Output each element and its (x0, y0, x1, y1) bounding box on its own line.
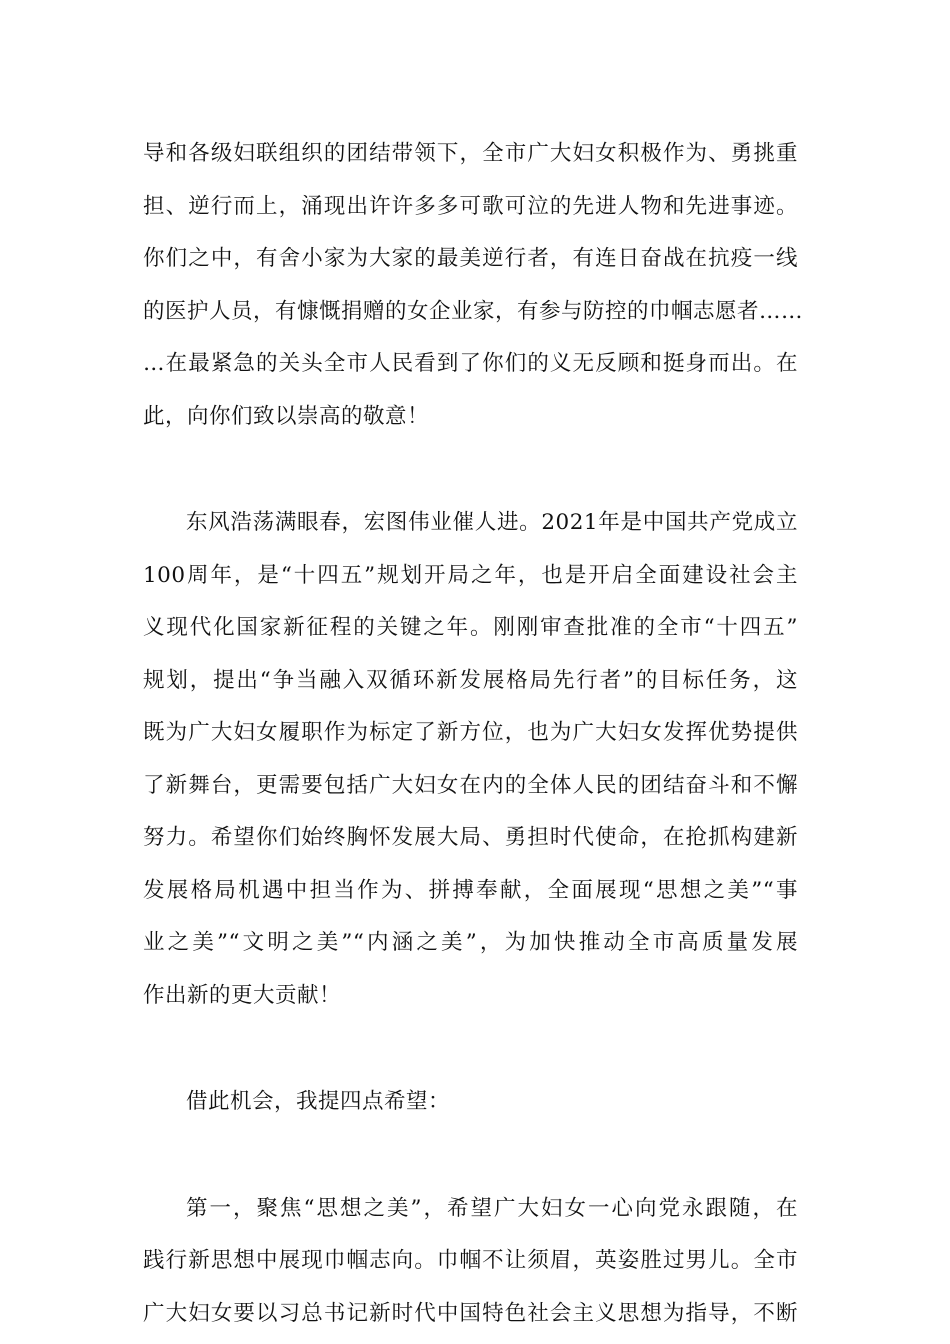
paragraph-gap (143, 1129, 798, 1183)
paragraph-gap (143, 1022, 798, 1076)
text-line: 义现代化国家新征程的关键之年。刚刚审查批准的全市“十四五” (143, 615, 798, 640)
text-line: 发展格局机遇中担当作为、拼搏奉献，全面展现“思想之美”“事 (143, 877, 798, 903)
text-line: 100周年，是“十四五”规划开局之年，也是开启全面建设社会主 (143, 562, 798, 588)
text-line: 了新舞台，更需要包括广大妇女在内的全体人民的团结奋斗和不懈 (143, 772, 798, 798)
text-line: 借此机会，我提四点希望： (186, 1089, 451, 1114)
text-line: 东风浩荡满眼春，宏图伟业催人进。2021年是中国共产党成立 (186, 510, 798, 535)
text-line: 践行新思想中展现巾帼志向。巾帼不让须眉，英姿胜过男儿。全市 (143, 1248, 798, 1273)
paragraph (143, 128, 804, 443)
text-line: 第一，聚焦“思想之美”，希望广大妇女一心向党永跟随，在 (186, 1195, 798, 1221)
paragraph (143, 1183, 798, 1341)
text-line: 此，向你们致以崇高的敬意！ (143, 403, 430, 429)
text-line: 广大妇女要以习总书记新时代中国特色社会主义思想为指导，不断 (143, 1300, 798, 1326)
document-body (143, 128, 804, 1340)
text-line: …在最紧急的关头全市人民看到了你们的义无反顾和挺身而出。在 (143, 351, 798, 376)
text-line: 努力。希望你们始终胸怀发展大局、勇担时代使命，在抢抓构建新 (143, 825, 798, 850)
paragraph (143, 497, 798, 1022)
text-line: 担、逆行而上，涌现出许许多多可歌可泣的先进人物和先进事迹。 (143, 193, 798, 219)
text-line: 规划，提出“争当融入双循环新发展格局先行者”的目标任务，这 (143, 667, 798, 693)
text-line: 导和各级妇联组织的团结带领下，全市广大妇女积极作为、勇挑重 (143, 141, 798, 166)
text-line: 既为广大妇女履职作为标定了新方位，也为广大妇女发挥优势提供 (143, 720, 798, 745)
paragraph (143, 1076, 798, 1129)
text-line: 作出新的更大贡献！ (143, 982, 342, 1008)
paragraph-gap (143, 443, 798, 497)
text-line: 的医护人员，有慷慨捐赠的女企业家，有参与防控的巾帼志愿者…… (143, 298, 804, 324)
text-line: 你们之中，有舍小家为大家的最美逆行者，有连日奋战在抗疫一线 (143, 246, 798, 271)
text-line: 业之美”“文明之美”“内涵之美”，为加快推动全市高质量发展 (143, 930, 798, 955)
